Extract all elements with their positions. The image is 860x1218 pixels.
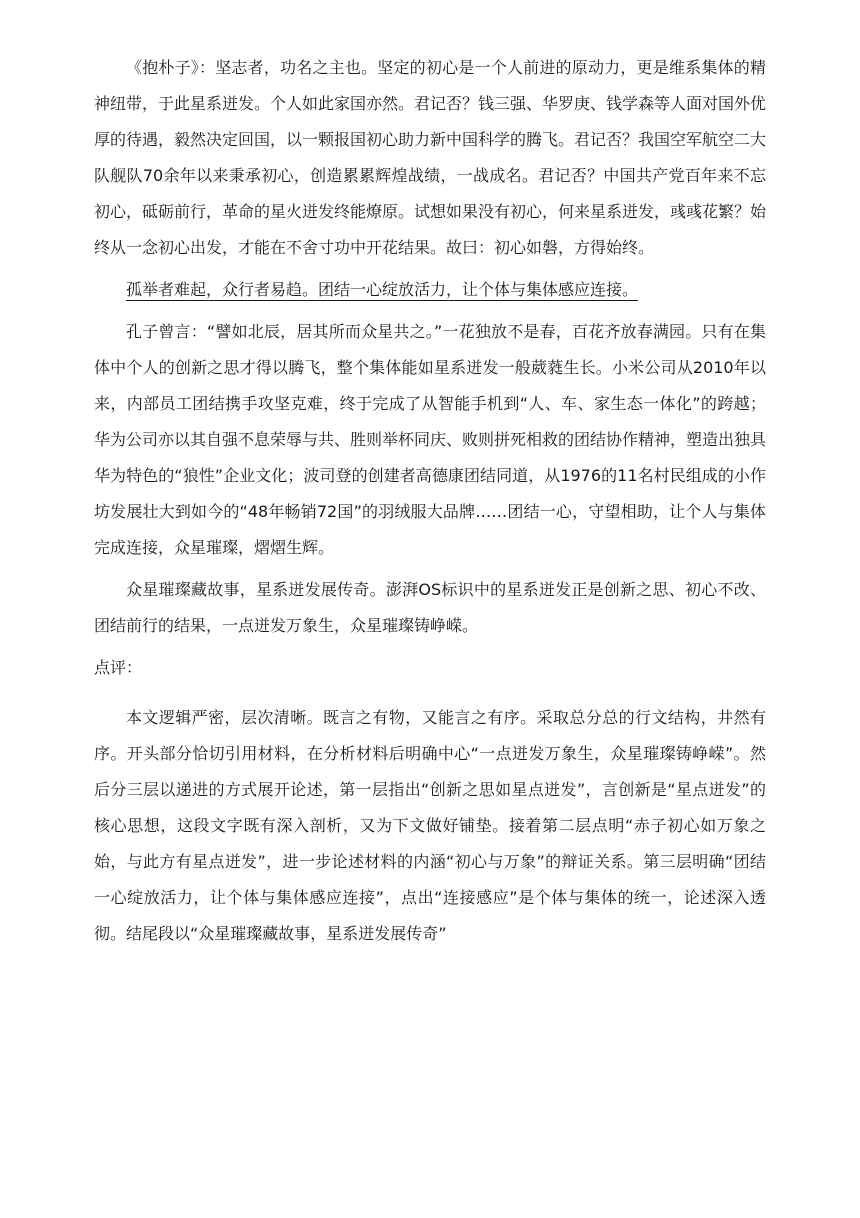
paragraph-initial-heart: 《抱朴子》：坚志者，功名之主也。坚定的初心是一个人前进的原动力，更是维系集体的精神纽带，于此星系迸发。个人如此家国亦然。君记否？钱三强、华罗庚、钱学森等人面对国外优厚的待遇，毅然决定回国，以一颗报国初心助力新中国科学的腾飞。君记否？我国空军航空二大队舰队70余年以来秉承初心，创造累累辉煌战绩，一战成名。君记否？中国共产党百年来不忘初心，砥砺前行，革命的星火迸发终能燎原。试想如果没有初心，何来星系迸发，彧彧花繁？始终从一念初心出发，才能在不舍寸功中开花结果。故曰：初心如磐，方得始终。: [94, 58, 767, 257]
paragraph-conclusion: 众星璀璨藏故事，星系迸发展传奇。澎湃OS标识中的星系迸发正是创新之思、初心不改、团结前行的结果，一点迸发万象生，众星璀璨铸峥嵘。: [94, 580, 766, 635]
document-page: [94, 50, 766, 952]
comment-label: 点评：: [94, 658, 143, 677]
paragraph-unity-examples: 孔子曾言：“譬如北辰，居其所而众星共之。”一花独放不是春，百花齐放春满园。只有在集体中个人的创新之思才得以腾飞，整个集体能如星系迸发一般葳蕤生长。小米公司从2010年以来，内部员工团结携手攻坚克难，终于完成了从智能手机到“人、车、家生态一体化”的跨越；华为公司亦以其自强不息荣辱与共、胜则举杯同庆、败则拼死相救的团结协作精神，塑造出独具华为特色的“狼性”企业文化；波司登的创建者高德康团结同道，从1976的11名村民组成的小作坊发展壮大到如今的“48年畅销72国”的羽绒服大品牌……团结一心，守望相助，让个人与集体完成连接，众星璀璨，熠熠生辉。: [94, 322, 767, 557]
paragraph-unity-heading: 孤举者难起，众行者易趋。团结一心绽放活力，让个体与集体感应连接。: [126, 280, 639, 299]
paragraph-comment: 本文逻辑严密，层次清晰。既言之有物，又能言之有序。采取总分总的行文结构，井然有序。开头部分恰切引用材料，在分析材料后明确中心“一点迸发万象生，众星璀璨铸峥嵘”。然后分三层以递进的方式展开论述，第一层指出“创新之思如星点迸发”，言创新是“星点迸发”的核心思想，这段文字既有深入剖析，又为下文做好铺垫。接着第二层点明“赤子初心如万象之始，与此方有星点迸发”，进一步论述材料的内涵“初心与万象”的辩证关系。第三层明确“团结一心绽放活力，让个体与集体感应连接”，点出“连接感应”是个体与集体的统一，论述深入透彻。结尾段以“众星璀璨藏故事，星系迸发展传奇”: [94, 708, 766, 943]
